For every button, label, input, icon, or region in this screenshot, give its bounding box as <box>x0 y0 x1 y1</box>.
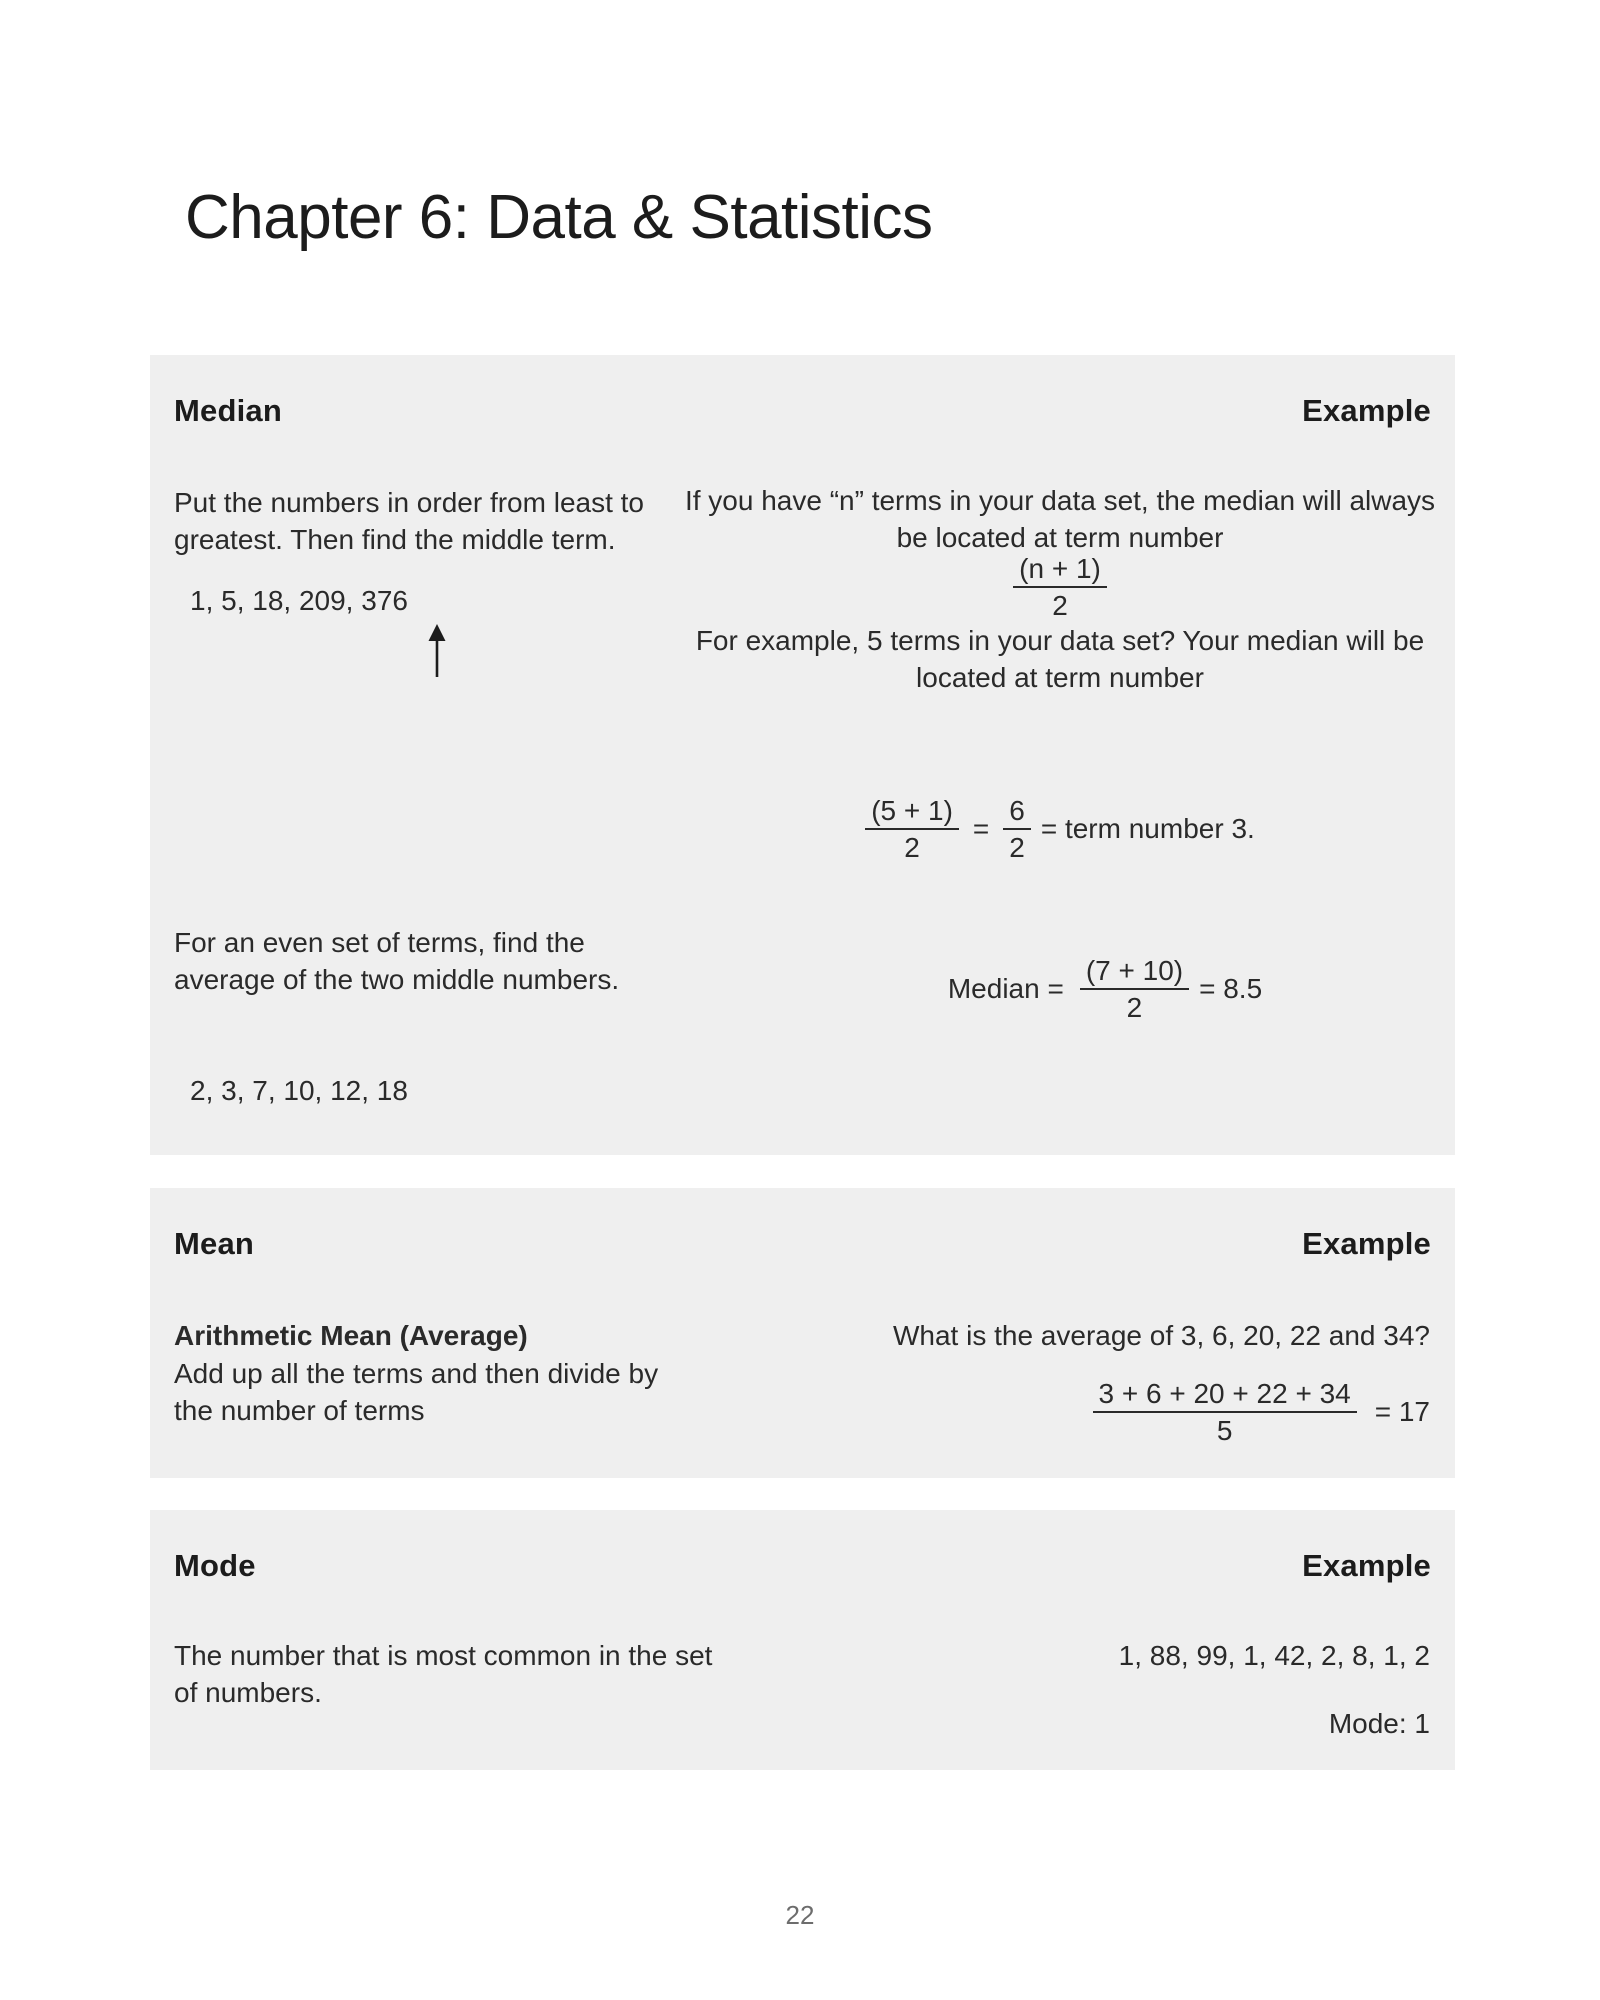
page-number: 22 <box>785 1900 815 1930</box>
formula-median-even <box>770 955 1440 1024</box>
formula-five-plus-one-over-two <box>680 795 1440 864</box>
mode-data-list: 1, 88, 99, 1, 42, 2, 8, 1, 2 <box>1118 1640 1430 1671</box>
formula-numerator: 3 + 6 + 20 + 22 + 34 <box>1093 1378 1357 1413</box>
mode-answer: Mode: 1 <box>1328 1708 1430 1739</box>
formula-numerator-2: 6 <box>1003 795 1031 830</box>
formula-denominator: 5 <box>1216 1415 1233 1447</box>
median-example-text-2: For example, 5 terms in your data set? Your median will be located at term number <box>695 625 1425 693</box>
section-card-mean <box>150 1188 1455 1478</box>
median-example-text-1: If you have “n” terms in your data set, the median will always be located at term number <box>684 485 1436 553</box>
section-heading-median: Median <box>174 393 282 428</box>
median-definition: Put the numbers in order from least to greatest. Then find the middle term. <box>174 487 644 555</box>
page-title: Chapter 6: Data & Statistics <box>185 183 933 252</box>
mode-definition: The number that is most common in the set of numbers. <box>174 1640 713 1708</box>
formula-label: Median = <box>947 973 1064 1005</box>
formula-result: = 8.5 <box>1199 973 1263 1005</box>
formula-n-plus-1-over-2 <box>680 553 1440 622</box>
section-heading-mean: Mean <box>174 1226 255 1261</box>
formula-numerator: (n + 1) <box>1013 553 1107 588</box>
formula-result: = term number 3. <box>1040 813 1255 845</box>
up-arrow-icon <box>425 623 449 677</box>
section-heading-mode: Mode <box>174 1548 256 1583</box>
example-heading-mean: Example <box>1302 1226 1431 1261</box>
formula-numerator: (5 + 1) <box>865 795 959 830</box>
formula-numerator: (7 + 10) <box>1080 955 1189 990</box>
formula-operator: = <box>972 813 990 845</box>
median-even-list: 2, 3, 7, 10, 12, 18 <box>190 1075 408 1106</box>
median-example-list: 1, 5, 18, 209, 376 <box>190 585 408 616</box>
mean-definition: Add up all the terms and then divide by the number of terms <box>174 1358 659 1426</box>
formula-denominator: 2 <box>1052 590 1068 622</box>
formula-denominator: 2 <box>1126 992 1143 1024</box>
section-card-mode <box>150 1510 1455 1770</box>
formula-denominator-2: 2 <box>1009 832 1025 864</box>
mean-term-label: Arithmetic Mean (Average) <box>174 1320 528 1351</box>
formula-result: = 17 <box>1374 1396 1430 1428</box>
example-heading-mode: Example <box>1302 1548 1431 1583</box>
median-even-definition: For an even set of terms, find the average of the two middle numbers. <box>174 927 620 995</box>
mean-example-question: What is the average of 3, 6, 20, 22 and 34? <box>892 1320 1430 1351</box>
example-heading-median: Example <box>1302 393 1431 428</box>
formula-mean <box>710 1378 1430 1447</box>
section-card-median <box>150 355 1455 1155</box>
formula-denominator: 2 <box>904 832 920 864</box>
